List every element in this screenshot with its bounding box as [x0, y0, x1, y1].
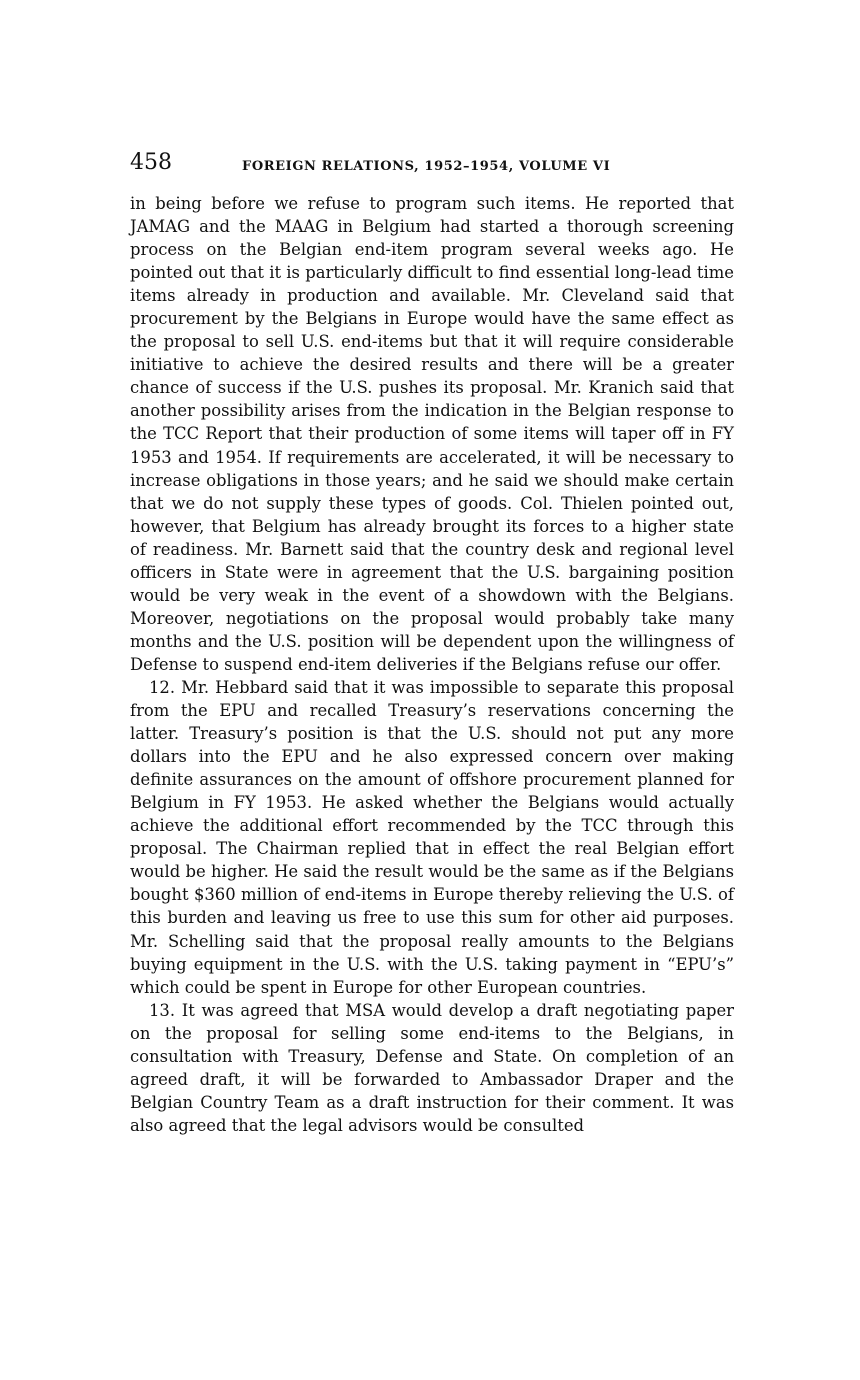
document-page	[130, 150, 734, 1137]
running-head: FOREIGN RELATIONS, 1952–1954, VOLUME VI	[242, 159, 611, 174]
paragraph-12: 12. Mr. Hebbard said that it was impossible to separate this proposal from the EPU and recalled Treasury’s reservations concerning the latter. Treasury’s position is that the U.S. should not put any more dollars into the EPU and he also expressed concern over making definite assurances on the amount of offshore procurement planned for Belgium in FY 1953. He asked whether the Belgians would actually achieve the additional effort recommended by the TCC through this proposal. The Chairman replied that in effect the real Belgian effort would be higher. He said the result would be the same as if the Belgians bought $360 million of end-items in Europe thereby relieving the U.S. of this burden and leaving us free to use this sum for other aid purposes. Mr. Schelling said that the proposal really amounts to the Belgians buying equipment in the U.S. with the U.S. taking payment in “EPU’s” which could be spent in Europe for other European countries.	[130, 677, 734, 997]
paragraph-13: 13. It was agreed that MSA would develop a draft negotiating paper on the proposal for selling some end-items to the Belgians, in consultation with Treasury, Defense and State. On completion of an agreed draft, it will be forwarded to Ambassador Draper and the Belgian Country Team as a draft instruction for their comment. It was also agreed that the legal advisors would be consulted	[130, 1000, 734, 1135]
paragraph-continued: in being before we refuse to program such items. He reported that JAMAG and the MAAG in Belgium had started a thorough screening process on the Belgian end-item program several weeks ago. He pointed out that it is particularly difficult to find essential long-lead time items already in production and available. Mr. Cleveland said that procurement by the Belgians in Europe would have the same effect as the proposal to sell U.S. end-items but that it will require considerable initiative to achieve the desired results and there will be a greater chance of success if the U.S. pushes its proposal. Mr. Kranich said that another possibility arises from the indication in the Belgian response to the TCC Report that their production of some items will taper off in FY 1953 and 1954. If requirements are accelerated, it will be necessary to increase obligations in those years; and he said we should make certain that we do not supply these types of goods. Col. Thielen pointed out, however, that Belgium has already brought its forces to a higher state of readiness. Mr. Barnett said that the country desk and regional level officers in State were in agreement that the U.S. bargaining position would be very weak in the event of a showdown with the Belgians. Moreover, negotiations on the proposal would probably take many months and the U.S. position will be dependent upon the willingness of Defense to suspend end-item deliveries if the Belgians refuse our offer.	[130, 194, 734, 674]
body-text	[130, 192, 734, 1137]
page-header	[130, 150, 734, 180]
page-number: 458	[130, 150, 172, 175]
